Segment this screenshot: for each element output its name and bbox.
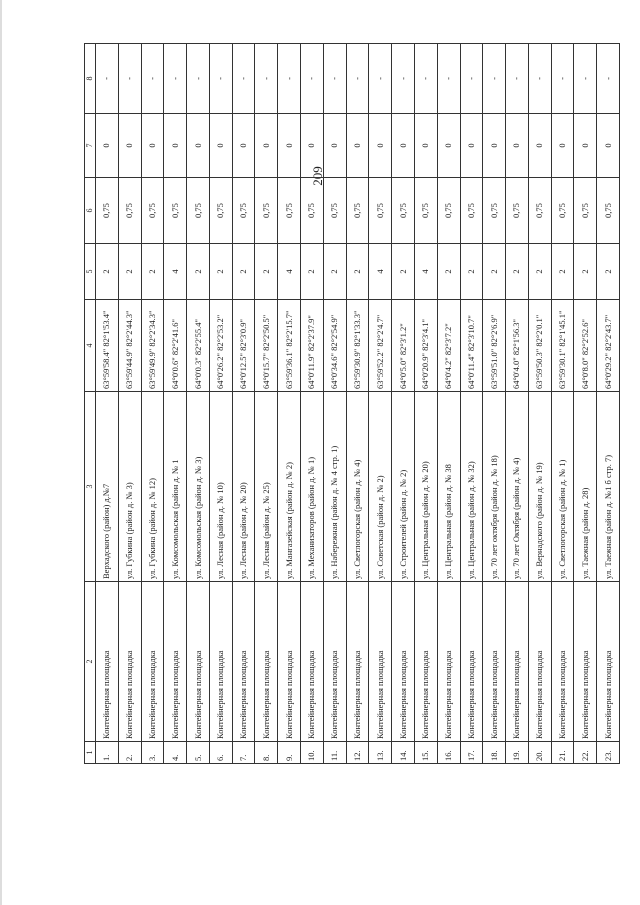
address-cell: ул. Светлогорская (район д. № 4)	[346, 392, 369, 582]
container-sites-table	[84, 43, 620, 764]
count-col-7-cell: 0	[301, 114, 324, 178]
count-col-8-cell: -	[278, 44, 301, 114]
row-number-cell: 18.	[483, 742, 506, 764]
count-col-8-cell: -	[187, 44, 210, 114]
coordinates-cell: 63°59'44.9" 82°2'44.3"	[118, 300, 141, 392]
count-col-8-cell: -	[597, 44, 620, 114]
volume-cell: 0,75	[141, 178, 164, 244]
count-col-8-cell: -	[301, 44, 324, 114]
rotated-table-wrapper	[84, 44, 620, 764]
address-cell: ул. Лесная (район д. № 10)	[209, 392, 232, 582]
container-count-cell: 4	[164, 244, 187, 300]
count-col-7-cell: 0	[437, 114, 460, 178]
coordinates-cell: 64°0'4.0" 82°1'56.3"	[506, 300, 529, 392]
coordinates-cell: 63°59'50.3" 82°2'0.1"	[528, 300, 551, 392]
container-count-cell: 2	[255, 244, 278, 300]
row-number-cell: 7.	[232, 742, 255, 764]
table-row	[255, 44, 278, 764]
address-cell: ул. Светлогорская (район д. № 1)	[551, 392, 574, 582]
count-col-8-cell: -	[232, 44, 255, 114]
container-count-cell: 2	[574, 244, 597, 300]
row-number-cell: 14.	[392, 742, 415, 764]
coordinates-cell: 64°0'34.6" 82°2'54.9"	[323, 300, 346, 392]
volume-cell: 0,75	[278, 178, 301, 244]
count-col-7-cell: 0	[460, 114, 483, 178]
count-col-7-cell: 0	[414, 114, 437, 178]
table-row	[323, 44, 346, 764]
site-type-cell: Контейнерная площадка	[323, 582, 346, 742]
page-number: 209	[310, 166, 325, 186]
column-header: 6	[85, 178, 96, 244]
column-header: 1	[85, 742, 96, 764]
address-cell: ул. Центральная (район д. № 20)	[414, 392, 437, 582]
count-col-7-cell: 0	[141, 114, 164, 178]
table-row	[301, 44, 324, 764]
container-count-cell: 2	[597, 244, 620, 300]
row-number-cell: 22.	[574, 742, 597, 764]
address-cell: ул. Вернадского (район д. № 19)	[528, 392, 551, 582]
volume-cell: 0,75	[528, 178, 551, 244]
volume-cell: 0,75	[96, 178, 119, 244]
count-col-7-cell: 0	[597, 114, 620, 178]
row-number-cell: 10.	[301, 742, 324, 764]
count-col-7-cell: 0	[278, 114, 301, 178]
address-cell: ул. 70 лет октября (район д. № 18)	[483, 392, 506, 582]
volume-cell: 0,75	[346, 178, 369, 244]
site-type-cell: Контейнерная площадка	[574, 582, 597, 742]
table-row	[118, 44, 141, 764]
coordinates-cell: 64°0'11.4" 82°3'10.7"	[460, 300, 483, 392]
address-cell: ул. Центральная (район д. № 38	[437, 392, 460, 582]
container-count-cell: 2	[551, 244, 574, 300]
count-col-8-cell: -	[551, 44, 574, 114]
site-type-cell: Контейнерная площадка	[96, 582, 119, 742]
coordinates-cell: 64°0'15.7" 82°2'50.5"	[255, 300, 278, 392]
table-row	[437, 44, 460, 764]
container-count-cell: 4	[369, 244, 392, 300]
site-type-cell: Контейнерная площадка	[232, 582, 255, 742]
column-header: 2	[85, 582, 96, 742]
count-col-8-cell: -	[506, 44, 529, 114]
table-row	[369, 44, 392, 764]
site-type-cell: Контейнерная площадка	[437, 582, 460, 742]
container-count-cell: 2	[118, 244, 141, 300]
count-col-7-cell: 0	[164, 114, 187, 178]
table-row	[96, 44, 119, 764]
count-col-7-cell: 0	[232, 114, 255, 178]
coordinates-cell: 64°0'29.2" 82°2'43.7"	[597, 300, 620, 392]
scan-edge-left	[0, 0, 2, 905]
volume-cell: 0,75	[460, 178, 483, 244]
table-row	[187, 44, 210, 764]
column-header: 8	[85, 44, 96, 114]
address-cell: ул. Лесная (район д. № 25)	[255, 392, 278, 582]
count-col-8-cell: -	[460, 44, 483, 114]
table-row	[414, 44, 437, 764]
site-type-cell: Контейнерная площадка	[164, 582, 187, 742]
volume-cell: 0,75	[209, 178, 232, 244]
count-col-8-cell: -	[574, 44, 597, 114]
table-row	[551, 44, 574, 764]
table-header-row	[85, 44, 96, 764]
count-col-8-cell: -	[528, 44, 551, 114]
row-number-cell: 6.	[209, 742, 232, 764]
count-col-7-cell: 0	[255, 114, 278, 178]
volume-cell: 0,75	[301, 178, 324, 244]
address-cell: ул. Комсомольская (район д. № 1	[164, 392, 187, 582]
row-number-cell: 17.	[460, 742, 483, 764]
table-row	[574, 44, 597, 764]
volume-cell: 0,75	[187, 178, 210, 244]
table-row	[392, 44, 415, 764]
count-col-7-cell: 0	[551, 114, 574, 178]
coordinates-cell: 63°59'58.4" 82°1'53.4"	[96, 300, 119, 392]
address-cell: ул. Строителей (район д. № 2)	[392, 392, 415, 582]
volume-cell: 0,75	[574, 178, 597, 244]
container-count-cell: 2	[301, 244, 324, 300]
column-header: 7	[85, 114, 96, 178]
table-row	[506, 44, 529, 764]
site-type-cell: Контейнерная площадка	[414, 582, 437, 742]
site-type-cell: Контейнерная площадка	[255, 582, 278, 742]
container-count-cell: 2	[209, 244, 232, 300]
count-col-8-cell: -	[209, 44, 232, 114]
volume-cell: 0,75	[506, 178, 529, 244]
coordinates-cell: 63°59'36.1" 82°2'15.7"	[278, 300, 301, 392]
count-col-7-cell: 0	[187, 114, 210, 178]
address-cell: ул. Таежная (район д. №1 б стр. 7)	[597, 392, 620, 582]
count-col-8-cell: -	[369, 44, 392, 114]
table-row	[460, 44, 483, 764]
count-col-8-cell: -	[323, 44, 346, 114]
table-row	[232, 44, 255, 764]
address-cell: ул. Губкина (район д. № 12)	[141, 392, 164, 582]
row-number-cell: 2.	[118, 742, 141, 764]
container-count-cell: 2	[483, 244, 506, 300]
count-col-8-cell: -	[346, 44, 369, 114]
site-type-cell: Контейнерная площадка	[118, 582, 141, 742]
site-type-cell: Контейнерная площадка	[483, 582, 506, 742]
address-cell: ул. Комсомольская (район д. № 3)	[187, 392, 210, 582]
address-cell: ул. Лесная (район д. № 20)	[232, 392, 255, 582]
volume-cell: 0,75	[232, 178, 255, 244]
count-col-7-cell: 0	[528, 114, 551, 178]
table-row	[164, 44, 187, 764]
coordinates-cell: 63°59'51.0" 82°2'6.9"	[483, 300, 506, 392]
table-row	[209, 44, 232, 764]
row-number-cell: 15.	[414, 742, 437, 764]
coordinates-cell: 64°0'0.6" 82°2'41.6"	[164, 300, 187, 392]
site-type-cell: Контейнерная площадка	[141, 582, 164, 742]
count-col-8-cell: -	[483, 44, 506, 114]
address-cell: ул. 70 лет Октября (район д. № 4)	[506, 392, 529, 582]
address-cell: Верхадского (район) д.№7	[96, 392, 119, 582]
container-count-cell: 2	[506, 244, 529, 300]
row-number-cell: 13.	[369, 742, 392, 764]
container-count-cell: 2	[323, 244, 346, 300]
count-col-8-cell: -	[414, 44, 437, 114]
table-row	[278, 44, 301, 764]
address-cell: ул. Губкина (район д. № 3)	[118, 392, 141, 582]
address-cell: ул. Советская (район д. № 2)	[369, 392, 392, 582]
site-type-cell: Контейнерная площадка	[346, 582, 369, 742]
container-count-cell: 2	[232, 244, 255, 300]
site-type-cell: Контейнерная площадка	[369, 582, 392, 742]
volume-cell: 0,75	[323, 178, 346, 244]
container-count-cell: 2	[141, 244, 164, 300]
row-number-cell: 8.	[255, 742, 278, 764]
site-type-cell: Контейнерная площадка	[460, 582, 483, 742]
volume-cell: 0,75	[392, 178, 415, 244]
table-row	[483, 44, 506, 764]
count-col-7-cell: 0	[209, 114, 232, 178]
address-cell: ул. Механизаторов (район д. № 1)	[301, 392, 324, 582]
address-cell: ул. Центральная (район д. № 32)	[460, 392, 483, 582]
container-count-cell: 2	[460, 244, 483, 300]
coordinates-cell: 64°0'11.9" 82°2'37.9"	[301, 300, 324, 392]
address-cell: ул. Набережная (район д. № 4 стр. 1)	[323, 392, 346, 582]
row-number-cell: 4.	[164, 742, 187, 764]
site-type-cell: Контейнерная площадка	[392, 582, 415, 742]
coordinates-cell: 63°59'49.9" 82°2'34.3"	[141, 300, 164, 392]
container-count-cell: 2	[96, 244, 119, 300]
volume-cell: 0,75	[255, 178, 278, 244]
volume-cell: 0,75	[164, 178, 187, 244]
site-type-cell: Контейнерная площадка	[278, 582, 301, 742]
coordinates-cell: 63°59'30.9" 82°1'33.3"	[346, 300, 369, 392]
coordinates-cell: 63°59'52.2" 82°2'4.7"	[369, 300, 392, 392]
table-body	[96, 44, 620, 764]
count-col-7-cell: 0	[369, 114, 392, 178]
volume-cell: 0,75	[414, 178, 437, 244]
row-number-cell: 16.	[437, 742, 460, 764]
coordinates-cell: 64°0'0.3" 82°2'55.4"	[187, 300, 210, 392]
coordinates-cell: 64°0'12.5" 82°3'0.9"	[232, 300, 255, 392]
row-number-cell: 19.	[506, 742, 529, 764]
site-type-cell: Контейнерная площадка	[301, 582, 324, 742]
site-type-cell: Контейнерная площадка	[506, 582, 529, 742]
count-col-8-cell: -	[437, 44, 460, 114]
count-col-7-cell: 0	[506, 114, 529, 178]
site-type-cell: Контейнерная площадка	[597, 582, 620, 742]
table-row	[528, 44, 551, 764]
site-type-cell: Контейнерная площадка	[528, 582, 551, 742]
row-number-cell: 5.	[187, 742, 210, 764]
count-col-7-cell: 0	[346, 114, 369, 178]
volume-cell: 0,75	[437, 178, 460, 244]
row-number-cell: 23.	[597, 742, 620, 764]
row-number-cell: 12.	[346, 742, 369, 764]
count-col-7-cell: 0	[96, 114, 119, 178]
volume-cell: 0,75	[118, 178, 141, 244]
column-header: 3	[85, 392, 96, 582]
container-count-cell: 2	[437, 244, 460, 300]
volume-cell: 0,75	[597, 178, 620, 244]
volume-cell: 0,75	[551, 178, 574, 244]
container-count-cell: 4	[414, 244, 437, 300]
container-count-cell: 2	[187, 244, 210, 300]
coordinates-cell: 64°0'20.9" 82°3'4.1"	[414, 300, 437, 392]
row-number-cell: 20.	[528, 742, 551, 764]
address-cell: ул. Таежная (район д. 28)	[574, 392, 597, 582]
coordinates-cell: 63°59'30.1" 82°1'45.1"	[551, 300, 574, 392]
container-count-cell: 4	[278, 244, 301, 300]
row-number-cell: 11.	[323, 742, 346, 764]
count-col-8-cell: -	[118, 44, 141, 114]
container-count-cell: 2	[392, 244, 415, 300]
table-row	[597, 44, 620, 764]
count-col-7-cell: 0	[574, 114, 597, 178]
coordinates-cell: 64°0'26.2" 82°2'53.2"	[209, 300, 232, 392]
site-type-cell: Контейнерная площадка	[551, 582, 574, 742]
column-header: 5	[85, 244, 96, 300]
container-count-cell: 2	[346, 244, 369, 300]
count-col-7-cell: 0	[392, 114, 415, 178]
site-type-cell: Контейнерная площадка	[209, 582, 232, 742]
coordinates-cell: 64°0'5.0" 82°3'1.2"	[392, 300, 415, 392]
count-col-8-cell: -	[392, 44, 415, 114]
volume-cell: 0,75	[483, 178, 506, 244]
table-row	[346, 44, 369, 764]
count-col-8-cell: -	[141, 44, 164, 114]
table-row	[141, 44, 164, 764]
count-col-7-cell: 0	[118, 114, 141, 178]
coordinates-cell: 64°0'4.2" 82°3'7.2"	[437, 300, 460, 392]
row-number-cell: 1.	[96, 742, 119, 764]
count-col-8-cell: -	[96, 44, 119, 114]
row-number-cell: 21.	[551, 742, 574, 764]
column-header: 4	[85, 300, 96, 392]
container-count-cell: 2	[528, 244, 551, 300]
row-number-cell: 9.	[278, 742, 301, 764]
count-col-8-cell: -	[164, 44, 187, 114]
count-col-7-cell: 0	[323, 114, 346, 178]
coordinates-cell: 64°0'8.0" 82°2'52.6"	[574, 300, 597, 392]
address-cell: ул. Мангазейская (район д. № 2)	[278, 392, 301, 582]
row-number-cell: 3.	[141, 742, 164, 764]
count-col-8-cell: -	[255, 44, 278, 114]
volume-cell: 0,75	[369, 178, 392, 244]
count-col-7-cell: 0	[483, 114, 506, 178]
site-type-cell: Контейнерная площадка	[187, 582, 210, 742]
